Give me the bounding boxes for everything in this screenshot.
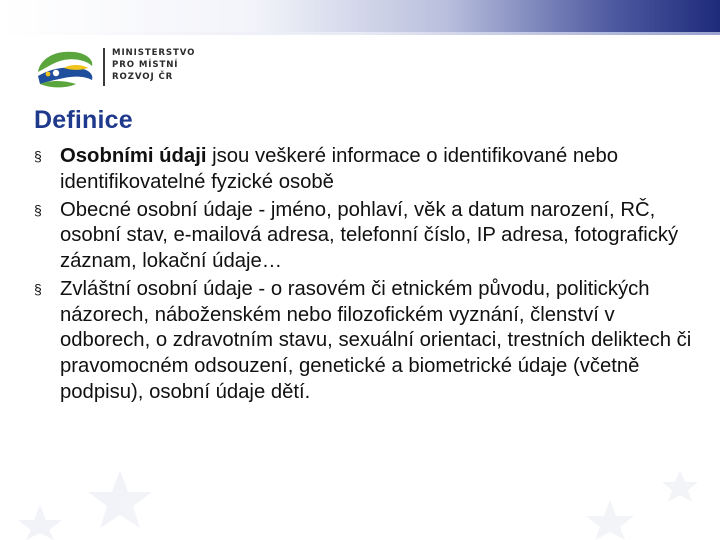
top-banner-bar <box>0 0 720 32</box>
ministry-name <box>112 47 195 84</box>
slide-title: Definice <box>34 106 133 134</box>
bullet-text: jsou veškeré informace o identifikované nebo identifikovatelné fyzické osobě <box>60 145 618 193</box>
bullet-item-personal-data <box>34 144 704 195</box>
bullet-item-general-data <box>34 198 704 275</box>
ministry-line-2: PRO MÍSTNÍ <box>112 60 179 71</box>
bullet-list <box>34 144 704 408</box>
bullet-marker: § <box>34 201 42 218</box>
bullet-marker: § <box>34 148 42 164</box>
bullet-marker: § <box>34 281 42 298</box>
ministry-line-3: ROZVOJ ČR <box>112 72 174 83</box>
top-banner-stripe <box>0 32 720 35</box>
ministry-logo-icon <box>34 46 96 90</box>
bullet-bold-term: Osobními údaji <box>60 145 207 167</box>
bullet-text: Zvláštní osobní údaje - o rasovém či etnickém původu, politických názorech, náboženském nebo filozofickém vyznání, členství v odborech, o zdravotním stavu, sexuální orientaci, trestních deliktech či pravomocném odsouzení, genetické a biometrické údaje (včetně podpisu), osobní údaje dětí. <box>60 278 692 403</box>
bullet-item-special-data <box>34 277 704 405</box>
ministry-line-1: MINISTERSTVO <box>112 48 196 58</box>
bullet-text: Obecné osobní údaje - jméno, pohlaví, věk a datum narození, RČ, osobní stav, e-mailová adresa, telefonní číslo, IP adresa, fotografický záznam, lokační údaje… <box>60 198 679 272</box>
logo-divider <box>103 48 105 86</box>
